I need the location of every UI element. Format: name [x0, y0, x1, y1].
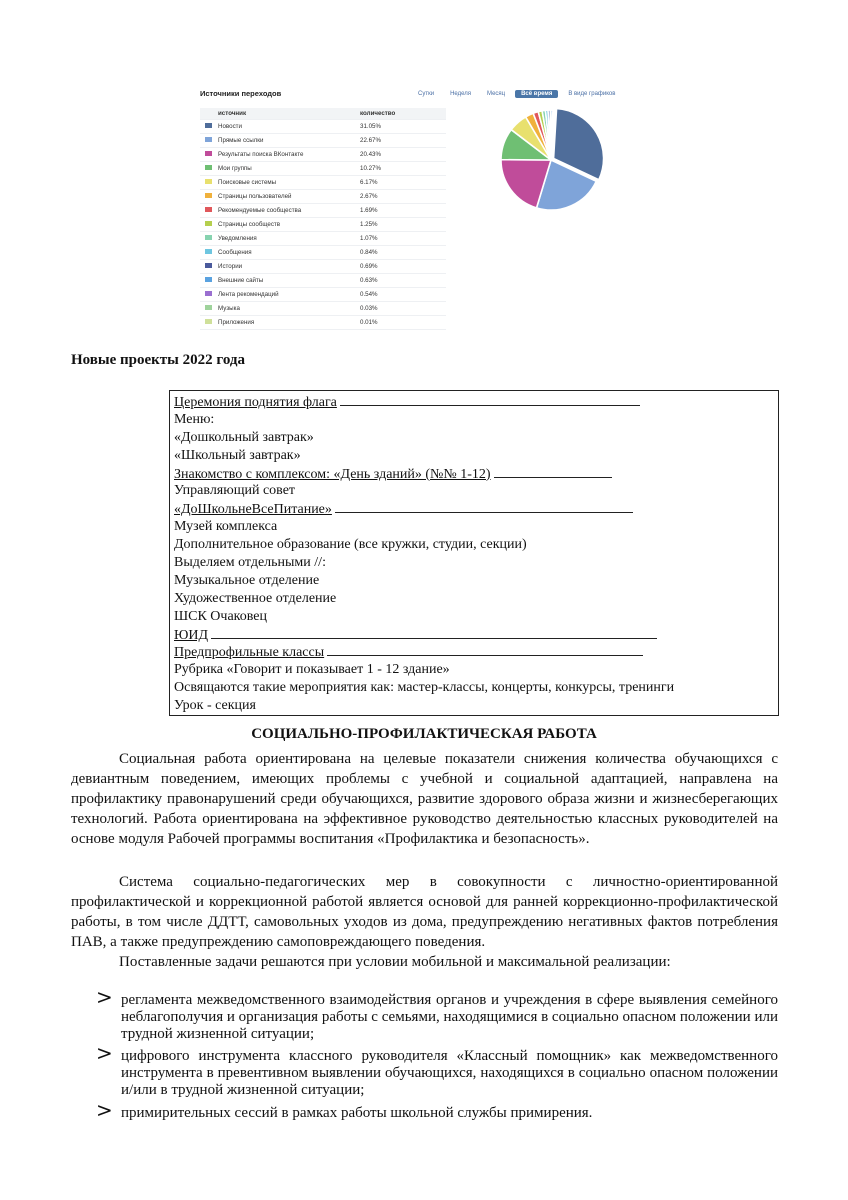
project-line-text: Предпрофильные классы — [174, 645, 325, 661]
source-name: Лента рекомендаций — [218, 290, 279, 298]
projects-heading: Новые проекты 2022 года — [71, 352, 245, 368]
project-line — [174, 447, 778, 465]
source-name: Уведомления — [218, 234, 257, 242]
source-row — [200, 161, 446, 175]
legend-swatch — [205, 137, 212, 142]
project-line — [174, 590, 778, 608]
project-line-text: ШСК Очаковец — [174, 608, 267, 624]
source-share: 10.27% — [360, 161, 446, 175]
source-share: 31.05% — [360, 119, 446, 133]
sources-table-header — [200, 108, 446, 119]
project-line — [174, 500, 778, 518]
source-share: 6.17% — [360, 175, 446, 189]
project-line-text: Выделяем отдельными //: — [174, 555, 326, 571]
project-line — [174, 518, 778, 536]
sources-pie-chart — [485, 108, 617, 212]
source-row — [200, 217, 446, 231]
source-row — [200, 203, 446, 217]
project-line-text: Управляющий совет — [174, 483, 296, 499]
source-share: 0.03% — [360, 301, 446, 315]
source-name: Истории — [218, 262, 243, 270]
paragraph-2: Система социально-педагогических мер в совокупности с личностно-ориентированной профилактической и коррекционной работой является основой для ранней коррекционно-профилактической работы, в том числе ДДТТ, самовольных уходов из дома, предупреждению негативных фактов потребления ПАВ, а также предупреждению самоповреждающего поведения. — [71, 874, 778, 950]
project-line-text: Музей комплекса — [174, 519, 278, 535]
source-name: Внешние сайты — [218, 276, 264, 284]
legend-swatch — [205, 319, 212, 324]
source-share: 0.63% — [360, 273, 446, 287]
source-share: 0.54% — [360, 287, 446, 301]
source-row — [200, 119, 446, 133]
projects-box — [169, 390, 779, 716]
project-line-text: ЮИД — [174, 627, 209, 643]
period-tab[interactable]: Сутки — [418, 91, 435, 97]
project-line-text: Дополнительное образование (все кружки, студии, секции) — [174, 537, 527, 553]
legend-swatch — [205, 179, 212, 184]
project-line-text: Знакомство с комплексом: «День зданий» (№№ 1-12) — [174, 466, 491, 482]
source-row — [200, 287, 446, 301]
source-row — [200, 133, 446, 147]
project-line-text: Музыкальное отделение — [174, 572, 320, 588]
source-share: 0.84% — [360, 245, 446, 259]
fill-line — [211, 626, 657, 639]
source-name: Рекомендуемые сообщества — [218, 206, 302, 214]
fill-line — [494, 465, 612, 478]
source-name: Поисковые системы — [218, 178, 277, 186]
period-tab[interactable]: В виде графиков — [568, 91, 616, 97]
legend-swatch — [205, 165, 212, 170]
project-line-text: Рубрика «Говорит и показывает 1 - 12 здание» — [174, 662, 450, 678]
project-line-text: Освящаются такие мероприятия как: мастер-классы, концерты, конкурсы, тренинги — [174, 680, 675, 696]
project-line — [174, 536, 778, 554]
legend-swatch — [205, 207, 212, 212]
source-row — [200, 175, 446, 189]
source-name: Сообщения — [218, 248, 252, 256]
source-row — [200, 147, 446, 161]
source-share: 2.67% — [360, 189, 446, 203]
project-line — [174, 608, 778, 626]
legend-swatch — [205, 235, 212, 240]
source-share: 22.67% — [360, 133, 446, 147]
source-name: Мои группы — [218, 164, 252, 172]
project-line — [174, 465, 778, 483]
legend-swatch — [205, 151, 212, 156]
project-line-text: Урок - секция — [174, 698, 256, 714]
bullet-text: примирительных сессий в рамках работы школьной службы примирения. — [121, 1105, 593, 1121]
source-name: Прямые ссылки — [218, 136, 264, 144]
legend-swatch — [205, 221, 212, 226]
source-row — [200, 301, 446, 315]
arrow-bullet-icon: > — [96, 1098, 113, 1122]
project-line — [174, 554, 778, 572]
sources-table — [200, 108, 446, 330]
project-line — [174, 679, 778, 697]
project-line-text: Меню: — [174, 411, 215, 427]
legend-swatch — [205, 305, 212, 310]
legend-swatch — [205, 193, 212, 198]
legend-swatch — [205, 263, 212, 268]
project-line — [174, 411, 778, 429]
arrow-bullet-icon: > — [96, 985, 113, 1009]
section-title: СОЦИАЛЬНО-ПРОФИЛАКТИЧЕСКАЯ РАБОТА — [251, 726, 597, 742]
fill-line — [327, 643, 643, 656]
project-line-text: «ДоШкольнеВсеПитание» — [174, 502, 332, 518]
paragraph-1: Социальная работа ориентирована на целевые показатели снижения количества обучающихся с девиантным поведением, имеющих проблемы с учебной и социальной адаптацией, направлена на профилактику правонарушений среди обучающихся, развитие здорового образа жизни и жизнесберегающих технологий. Работа ориентирована на эффективное руководство деятельностью классных руководителей на основе модуля Рабочей программы воспитания «Профилактика и безопасность». — [71, 751, 778, 847]
arrow-bullet-icon: > — [96, 1041, 113, 1065]
project-line — [174, 482, 778, 500]
project-line — [174, 572, 778, 590]
legend-swatch — [205, 249, 212, 254]
period-tabs — [412, 90, 625, 98]
source-row — [200, 315, 446, 329]
legend-swatch — [205, 123, 212, 128]
column-count: количество — [360, 108, 446, 119]
column-source: источник — [218, 109, 247, 117]
project-line — [174, 643, 778, 661]
project-line-text: Художественное отделение — [174, 590, 337, 606]
source-name: Музыка — [218, 304, 240, 312]
project-line — [174, 429, 778, 447]
project-line — [174, 661, 778, 679]
project-line-text: «Дошкольный завтрак» — [174, 429, 314, 445]
source-name: Приложения — [218, 318, 255, 326]
legend-swatch — [205, 291, 212, 296]
source-name: Страницы пользователей — [218, 192, 292, 200]
source-row — [200, 245, 446, 259]
traffic-sources-screenshot — [192, 84, 662, 334]
source-share: 1.07% — [360, 231, 446, 245]
source-name: Страницы сообществ — [218, 220, 281, 228]
source-row — [200, 273, 446, 287]
project-line — [174, 626, 778, 644]
source-share: 0.69% — [360, 259, 446, 273]
fill-line — [340, 393, 640, 406]
bullet-text: цифрового инструмента классного руководителя «Классный помощник» как межведомственного инструмента в превентивном выявлении обучающихся, находящихся в социально опасном положении и/или в трудной жизненной ситуации; — [121, 1048, 778, 1098]
period-tab[interactable]: Месяц — [487, 91, 506, 97]
project-line — [174, 697, 778, 715]
legend-swatch — [205, 277, 212, 282]
source-share: 1.25% — [360, 217, 446, 231]
paragraph-3: Поставленные задачи решаются при условии мобильной и максимальной реализации: — [119, 954, 671, 970]
period-tab[interactable]: Всё время — [515, 90, 558, 98]
stats-title: Источники переходов — [200, 89, 282, 98]
source-share: 0.01% — [360, 315, 446, 329]
source-row — [200, 189, 446, 203]
project-line-text: «Школьный завтрак» — [174, 447, 301, 463]
fill-line — [335, 500, 633, 513]
project-line — [174, 393, 778, 411]
source-name: Новости — [218, 122, 242, 130]
bullet-text: регламента межведомственного взаимодействия органов и учреждения в сфере выявления семейного неблагополучия и организация работы с семьями, находящимися в социально опасном положении или трудной жизненной ситуации; — [121, 992, 778, 1042]
source-row — [200, 231, 446, 245]
period-tab[interactable]: Неделя — [450, 91, 471, 97]
source-share: 1.69% — [360, 203, 446, 217]
source-name: Результаты поиска ВКонтакте — [218, 150, 304, 158]
source-share: 20.43% — [360, 147, 446, 161]
source-row — [200, 259, 446, 273]
project-line-text: Церемония поднятия флага — [174, 395, 337, 410]
